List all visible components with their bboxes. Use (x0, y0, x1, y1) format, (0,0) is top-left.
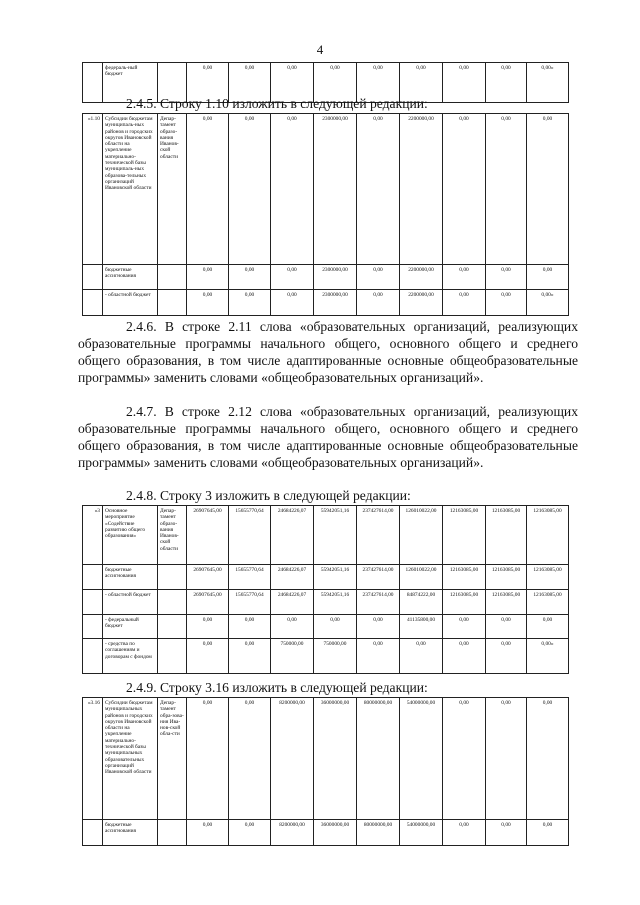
value-cell: 0,00 (229, 698, 271, 820)
row-department-cell: Депар-тамент образо-вания Иванов-ской области (158, 506, 187, 565)
value-cell: 0,00 (443, 63, 486, 103)
value-cell: 12163085,00 (527, 506, 569, 565)
value-cell: 0,00» (527, 639, 569, 674)
value-cell: 0,00 (357, 290, 400, 316)
row-code-cell (83, 290, 103, 316)
value-cell: 2200000,00 (400, 290, 443, 316)
value-cell: 0,00 (443, 820, 486, 846)
value-cell: 0,00 (314, 615, 357, 639)
value-cell: 15655770,64 (229, 506, 271, 565)
value-cell: 0,00 (443, 615, 486, 639)
value-cell: 0,00 (357, 265, 400, 290)
value-cell: 12163085,00 (527, 590, 569, 615)
value-cell: 0,00 (229, 114, 271, 265)
row-department-cell (158, 290, 187, 316)
value-cell: 0,00 (527, 265, 569, 290)
value-cell: 0,00 (486, 114, 527, 265)
row-code-cell (83, 590, 103, 615)
row-name-cell: Субсидии бюджетам муниципальных районов и городских округов Ивановской области на укрепление материально-технической базы муниципальных образовательных организаций Ивановской области (103, 698, 158, 820)
row-name-cell: - федеральный бюджет (103, 615, 158, 639)
value-cell: 12163085,00 (486, 506, 527, 565)
value-cell: 0,00 (486, 820, 527, 846)
row-department-cell (158, 615, 187, 639)
table-row-3 (82, 505, 569, 674)
value-cell: 0,00 (527, 114, 569, 265)
value-cell: 12163085,00 (443, 590, 486, 615)
heading-2-4-9: 2.4.9. Строку 3.16 изложить в следующей редакции: (126, 680, 428, 695)
value-cell: 0,00 (229, 615, 271, 639)
row-name-cell: бюджетные ассигнования (103, 820, 158, 846)
value-cell: 26907645,00 (187, 590, 229, 615)
value-cell: 126010022,00 (400, 565, 443, 590)
value-cell: 12163085,00 (527, 565, 569, 590)
value-cell: 2300000,00 (314, 114, 357, 265)
value-cell: 0,00 (271, 114, 314, 265)
row-code-cell (83, 639, 103, 674)
value-cell: 12163085,00 (486, 590, 527, 615)
row-department-cell: Депар-тамент образо-вания Иванов-ской области (158, 114, 187, 265)
value-cell: 0,00 (443, 290, 486, 316)
row-name-cell: - областной бюджет (103, 590, 158, 615)
value-cell: 0,00 (443, 639, 486, 674)
row-department-cell (158, 590, 187, 615)
table-row (83, 698, 569, 820)
value-cell: 0,00 (187, 265, 229, 290)
value-cell: 2200000,00 (400, 265, 443, 290)
value-cell: 26907645,00 (187, 506, 229, 565)
row-code-cell (83, 265, 103, 290)
row-code-cell (83, 615, 103, 639)
value-cell: 0,00 (229, 265, 271, 290)
value-cell: 2300000,00 (314, 265, 357, 290)
value-cell: 84874222,00 (400, 590, 443, 615)
value-cell: 0,00 (357, 114, 400, 265)
value-cell: 54000000,00 (400, 820, 443, 846)
value-cell: 8200000,00 (271, 820, 314, 846)
table-row (83, 639, 569, 674)
value-cell: 0,00 (187, 820, 229, 846)
table-row-3-16 (82, 697, 569, 846)
value-cell: 54000000,00 (400, 698, 443, 820)
value-cell: 0,00 (400, 63, 443, 103)
value-cell: 0,00 (357, 615, 400, 639)
table-row (83, 114, 569, 265)
value-cell: 8200000,00 (271, 698, 314, 820)
value-cell: 237427614,00 (357, 565, 400, 590)
value-cell: 0,00 (187, 290, 229, 316)
row-code-cell: «3 (83, 506, 103, 565)
value-cell: 12163085,00 (486, 565, 527, 590)
value-cell: 0,00 (187, 63, 229, 103)
paragraph-text: В строке 2.11 слова «образовательных организаций, реализующих образовательные программы начального общего, основного общего и среднего общего образования, в том числе адаптированные основные общеобразовательные программы» заменить словами «общеобразовательных организаций». (78, 319, 578, 385)
value-cell: 750000,00 (271, 639, 314, 674)
value-cell: 0,00 (271, 615, 314, 639)
row-name-cell: бюджетные ассигнования (103, 565, 158, 590)
row-name-cell: - средства по соглашениям и договорам с фондом (103, 639, 158, 674)
value-cell: 750000,00 (314, 639, 357, 674)
value-cell: 12163085,00 (443, 565, 486, 590)
value-cell: 24684226,07 (271, 590, 314, 615)
value-cell: 0,00 (357, 63, 400, 103)
value-cell: 0,00 (486, 698, 527, 820)
value-cell: 0,00 (314, 63, 357, 103)
row-code-cell: «1.10 (83, 114, 103, 265)
value-cell: 0,00 (527, 698, 569, 820)
row-name-cell: Основное мероприятие «Содействие развитию общего образования» (103, 506, 158, 565)
value-cell: 80000000,00 (357, 698, 400, 820)
value-cell: 2300000,00 (314, 290, 357, 316)
value-cell: 36000000,00 (314, 820, 357, 846)
value-cell: 0,00 (229, 639, 271, 674)
paragraph-lead: 2.4.7. (126, 404, 157, 419)
row-name-cell: федераль-ный бюджет (103, 63, 158, 103)
row-name-cell: Субсидии бюджетам муниципаль-ных районов и городских округов Ивановской области на укрепление материально-технической базы муниципаль-ных образова-тельных организаций Ивановской области (103, 114, 158, 265)
value-cell: 0,00 (527, 820, 569, 846)
table-row (83, 506, 569, 565)
row-department-cell (158, 265, 187, 290)
page-number: 4 (316, 42, 324, 57)
row-department-cell (158, 639, 187, 674)
value-cell: 12163085,00 (443, 506, 486, 565)
paragraph-2-4-6 (78, 318, 578, 386)
value-cell: 0,00 (187, 698, 229, 820)
value-cell: 0,00 (443, 265, 486, 290)
row-code-cell: «3.16 (83, 698, 103, 820)
value-cell: 2200000,00 (400, 114, 443, 265)
table-row (83, 565, 569, 590)
table-row (83, 615, 569, 639)
table-row-1-10 (82, 113, 569, 316)
row-department-cell (158, 820, 187, 846)
value-cell: 0,00 (486, 615, 527, 639)
table-row (83, 590, 569, 615)
row-code-cell (83, 820, 103, 846)
value-cell: 0,00 (443, 698, 486, 820)
heading-2-4-5: 2.4.5. Строку 1.10 изложить в следующей редакции: (126, 96, 428, 111)
value-cell: 0,00 (400, 639, 443, 674)
value-cell: 0,00 (486, 290, 527, 316)
row-name-cell: бюджетные ассигнования (103, 265, 158, 290)
paragraph-lead: 2.4.6. (126, 319, 157, 334)
value-cell: 55942051,16 (314, 506, 357, 565)
value-cell: 24684226,07 (271, 506, 314, 565)
value-cell: 0,00 (229, 63, 271, 103)
value-cell: 126010022,00 (400, 506, 443, 565)
table-row (83, 265, 569, 290)
value-cell: 0,00 (187, 114, 229, 265)
value-cell: 0,00 (357, 639, 400, 674)
value-cell: 24684226,07 (271, 565, 314, 590)
value-cell: 0,00 (187, 615, 229, 639)
value-cell: 55942051,16 (314, 590, 357, 615)
value-cell: 0,00 (187, 639, 229, 674)
value-cell: 0,00 (527, 615, 569, 639)
row-department-cell (158, 565, 187, 590)
value-cell: 36000000,00 (314, 698, 357, 820)
paragraph-2-4-7 (78, 403, 578, 471)
row-name-cell: - областной бюджет (103, 290, 158, 316)
value-cell: 55942051,16 (314, 565, 357, 590)
value-cell: 0,00» (527, 63, 569, 103)
value-cell: 0,00 (229, 820, 271, 846)
value-cell: 0,00 (271, 265, 314, 290)
value-cell: 237427614,00 (357, 590, 400, 615)
value-cell: 0,00 (271, 63, 314, 103)
value-cell: 0,00 (443, 114, 486, 265)
value-cell: 80000000,00 (357, 820, 400, 846)
value-cell: 41135800,00 (400, 615, 443, 639)
table-row (83, 820, 569, 846)
value-cell: 0,00 (271, 290, 314, 316)
value-cell: 0,00 (486, 265, 527, 290)
value-cell: 237427614,00 (357, 506, 400, 565)
row-department-cell: Депар-тамент обра-зова-ния Ива-нов-ской обла-сти (158, 698, 187, 820)
value-cell: 0,00 (229, 290, 271, 316)
value-cell: 0,00 (486, 63, 527, 103)
value-cell: 0,00» (527, 290, 569, 316)
heading-2-4-8: 2.4.8. Строку 3 изложить в следующей редакции: (126, 488, 411, 503)
value-cell: 15655770,64 (229, 590, 271, 615)
value-cell: 0,00 (486, 639, 527, 674)
value-cell: 26907645,00 (187, 565, 229, 590)
value-cell: 15655770,64 (229, 565, 271, 590)
paragraph-text: В строке 2.12 слова «образовательных организаций, реализующих образовательные программы начального общего, основного общего и среднего общего образования, в том числе адаптированные основные общеобразовательные программы» заменить словами «общеобразовательных организаций». (78, 404, 578, 470)
row-code-cell (83, 565, 103, 590)
table-row (83, 290, 569, 316)
